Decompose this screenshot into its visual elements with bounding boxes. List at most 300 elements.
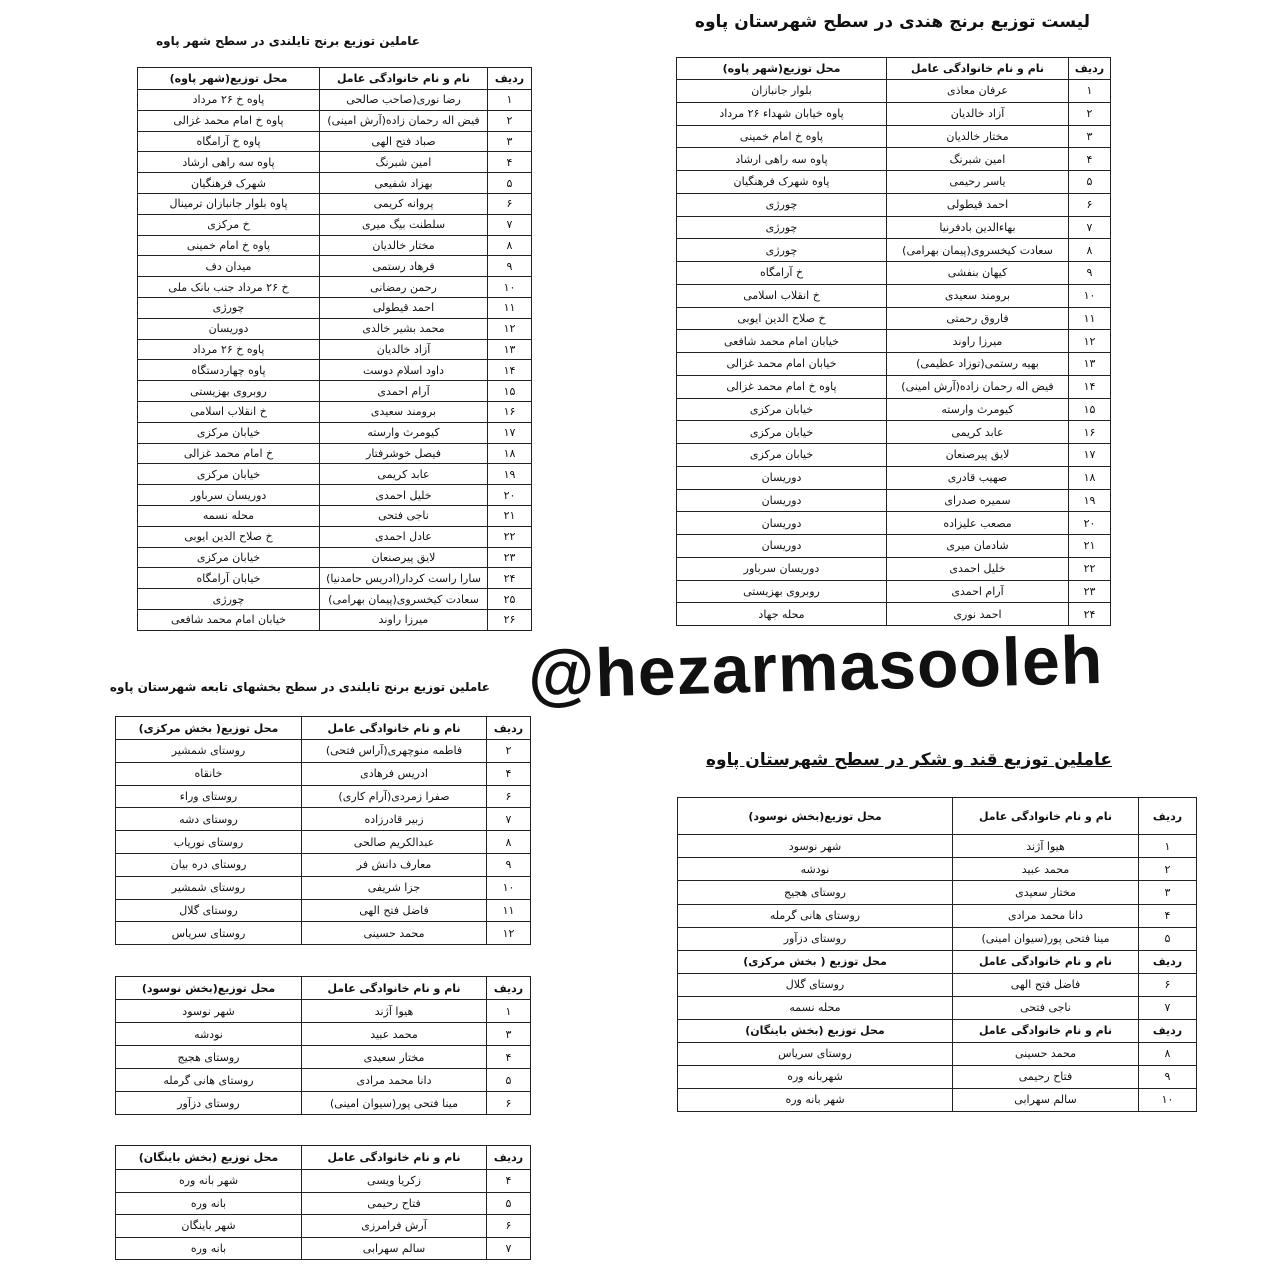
table-row (138, 339, 532, 360)
distribution-location: چورژی (138, 297, 320, 318)
table-row (138, 152, 532, 173)
table-row (116, 1000, 531, 1023)
col-location-header: محل توزیع (بخش باینگان) (678, 1019, 953, 1042)
row-number: ۴ (487, 1046, 531, 1069)
table-row (138, 485, 532, 506)
agent-name: محمد حسینی (953, 1042, 1139, 1065)
agent-name: امین شبرنگ (320, 152, 488, 173)
col-location-header: محل توزیع(شهر پاوه) (677, 58, 887, 80)
table-row (677, 557, 1111, 580)
table-row (678, 973, 1197, 996)
distribution-location: خ انقلاب اسلامی (677, 284, 887, 307)
row-number: ١ (487, 1000, 531, 1023)
col-name-header: نام و نام خانوادگی عامل (302, 717, 487, 740)
distribution-location: پاوه خ امام خمینی (138, 235, 320, 256)
indian-rice-table (676, 57, 1111, 626)
distribution-location: نودشه (678, 858, 953, 881)
row-number: ١٢ (487, 922, 531, 945)
row-number: ٢۴ (1069, 603, 1111, 626)
table-row (116, 762, 531, 785)
col-location-header: محل توزیع(شهر پاوه) (138, 68, 320, 90)
table-row (678, 1088, 1197, 1111)
table-row (138, 131, 532, 152)
agent-name: شادمان میری (887, 535, 1069, 558)
agent-name: محمد حسینی (302, 922, 487, 945)
distribution-location: شهر نوسود (116, 1000, 302, 1023)
row-number: ١٧ (488, 422, 532, 443)
agent-name: فیض اله رحمان زاده(آرش امینی) (887, 375, 1069, 398)
row-number: ١۴ (1069, 375, 1111, 398)
table-row (678, 858, 1197, 881)
row-number: ٢١ (488, 505, 532, 526)
table-row (116, 1092, 531, 1115)
distribution-location: دوریسان (677, 535, 887, 558)
table-row (138, 547, 532, 568)
agent-name: محمد عبید (302, 1023, 487, 1046)
distribution-location: پاوه شهرک فرهنگیان (677, 171, 887, 194)
table-row (116, 1046, 531, 1069)
col-row-header: ردیف (1139, 1019, 1197, 1042)
row-number: ١٧ (1069, 444, 1111, 467)
distribution-location: پاوه چهاردستگاه (138, 360, 320, 381)
col-name-header: نام و نام خانوادگی عامل (953, 1019, 1139, 1042)
table-row (138, 609, 532, 630)
row-number: ۵ (1069, 171, 1111, 194)
table-row (138, 360, 532, 381)
row-number: ۵ (1139, 927, 1197, 950)
row-number: ۵ (487, 1192, 531, 1215)
col-name-header: نام و نام خانوادگی عامل (953, 798, 1139, 835)
agent-name: سالم سهرابی (953, 1088, 1139, 1111)
agent-name: فرهاد رستمی (320, 256, 488, 277)
distribution-location: شهر باینگان (116, 1215, 302, 1238)
distribution-location: پاوه سه راهی ارشاد (138, 152, 320, 173)
distribution-location: شهر بانه وره (678, 1088, 953, 1111)
agent-name: برومند سعیدی (887, 284, 1069, 307)
agent-name: کیومرث وارسته (887, 398, 1069, 421)
distribution-location: پاوه بلوار جانبازان ترمینال (138, 193, 320, 214)
row-number: ٧ (488, 214, 532, 235)
row-number: ۴ (1069, 148, 1111, 171)
table-row (678, 1065, 1197, 1088)
col-location-header: محل توزیع( بخش مرکزی) (116, 717, 302, 740)
row-number: ١١ (488, 297, 532, 318)
row-number: ١٨ (488, 443, 532, 464)
distribution-location: شهر بانه وره (116, 1170, 302, 1193)
agent-name: هیوا آژند (302, 1000, 487, 1023)
agent-name: مصعب علیزاده (887, 512, 1069, 535)
distribution-location: دوریسان (138, 318, 320, 339)
row-number: ۴ (487, 762, 531, 785)
watermark-handle: @hezarmasooleh (527, 621, 1105, 713)
table-row (138, 214, 532, 235)
table-row (138, 193, 532, 214)
row-number: ١٢ (1069, 330, 1111, 353)
table-row (138, 443, 532, 464)
distribution-location: خیابان امام محمد غزالی (677, 353, 887, 376)
table-row (678, 996, 1197, 1019)
row-number: ٢٢ (488, 526, 532, 547)
distribution-location: روستای هانی گرمله (678, 904, 953, 927)
distribution-location: بانه وره (116, 1192, 302, 1215)
table-row (138, 110, 532, 131)
agent-name: جزا شریفی (302, 876, 487, 899)
row-number: ١٨ (1069, 466, 1111, 489)
distribution-location: روبروی بهزیستی (677, 580, 887, 603)
row-number: ۶ (1139, 973, 1197, 996)
row-number: ٧ (1139, 996, 1197, 1019)
row-number: ١۶ (1069, 421, 1111, 444)
row-number: ٧ (1069, 216, 1111, 239)
distribution-location: بلوار جانبازان (677, 80, 887, 103)
row-number: ٩ (488, 256, 532, 277)
agent-name: مینا فتحی پور(سیوان امینی) (302, 1092, 487, 1115)
table-row (116, 808, 531, 831)
row-number: ١٩ (1069, 489, 1111, 512)
distribution-location: خیابان مرکزی (677, 398, 887, 421)
distribution-location: خ صلاح الدین ایوبی (138, 526, 320, 547)
agent-name: احمد قیطولی (887, 193, 1069, 216)
agent-name: دانا محمد مرادی (953, 904, 1139, 927)
col-name-header: نام و نام خانوادگی عامل (302, 1146, 487, 1170)
thailand-city-table (137, 67, 532, 631)
row-number: ٢۵ (488, 589, 532, 610)
row-number: ۴ (1139, 904, 1197, 927)
agent-name: عابد کریمی (320, 464, 488, 485)
col-row-header: ردیف (1139, 798, 1197, 835)
table-row (138, 526, 532, 547)
agent-name: سارا راست کردار(ادریس حامدنیا) (320, 568, 488, 589)
row-number: ۴ (487, 1170, 531, 1193)
col-location-header: محل توزیع (بخش باینگان) (116, 1146, 302, 1170)
row-number: ٣ (1069, 125, 1111, 148)
row-number: ٣ (487, 1023, 531, 1046)
agent-name: عرفان معاذی (887, 80, 1069, 103)
sugar-title: عاملین توزیع قند و شکر در سطح شهرستان پاوه (706, 750, 1112, 770)
agent-name: مختار سعیدی (953, 881, 1139, 904)
table-row (138, 318, 532, 339)
distribution-location: خ امام محمد غزالی (138, 443, 320, 464)
table-row (677, 421, 1111, 444)
distribution-location: خ ٢۶ مرداد جنب بانک ملی (138, 277, 320, 298)
table-row (116, 899, 531, 922)
distribution-location: روستای گلال (116, 899, 302, 922)
col-name-header: نام و نام خانوادگی عامل (953, 950, 1139, 973)
row-number: ١۵ (488, 381, 532, 402)
table-row (116, 1192, 531, 1215)
agent-name: کیومرث وارسته (320, 422, 488, 443)
row-number: ٨ (1139, 1042, 1197, 1065)
agent-name: فتاح رحیمی (302, 1192, 487, 1215)
row-number: ۶ (488, 193, 532, 214)
distribution-location: پاوه سه راهی ارشاد (677, 148, 887, 171)
row-number: ٩ (487, 853, 531, 876)
row-number: ٩ (1139, 1065, 1197, 1088)
agent-name: فاروق رحمتی (887, 307, 1069, 330)
row-number: ١۴ (488, 360, 532, 381)
agent-name: احمد نوری (887, 603, 1069, 626)
row-number: ۶ (487, 1215, 531, 1238)
distribution-location: روستای سریاس (678, 1042, 953, 1065)
table-row (116, 1023, 531, 1046)
row-number: ٨ (488, 235, 532, 256)
markazi-table (115, 716, 531, 945)
row-number: ٢ (488, 110, 532, 131)
table-row (138, 173, 532, 194)
col-name-header: نام و نام خانوادگی عامل (302, 977, 487, 1000)
table-row (138, 568, 532, 589)
agent-name: بهیه رستمی(توزاد عظیمی) (887, 353, 1069, 376)
agent-name: برومند سعیدی (320, 401, 488, 422)
row-number: ٢٣ (1069, 580, 1111, 603)
agent-name: لایق پیرصنعان (320, 547, 488, 568)
row-number: ٢٠ (488, 485, 532, 506)
agent-name: رضا نوری(صاحب صالحی (320, 90, 488, 111)
distribution-location: چورژی (677, 193, 887, 216)
distribution-location: پاوه خ ٢۶ مرداد (138, 90, 320, 111)
distribution-location: دوریسان (677, 489, 887, 512)
agent-name: مختار خالدیان (320, 235, 488, 256)
table-row (677, 193, 1111, 216)
agent-name: داود اسلام دوست (320, 360, 488, 381)
row-number: ٢ (1139, 858, 1197, 881)
col-row-header: ردیف (1139, 950, 1197, 973)
col-row-header: ردیف (487, 717, 531, 740)
distribution-location: دوریسان سرباور (677, 557, 887, 580)
agent-name: پروانه کریمی (320, 193, 488, 214)
distribution-location: روستای هانی گرمله (116, 1069, 302, 1092)
agent-name: سلطنت بیگ میری (320, 214, 488, 235)
agent-name: آزاد خالدیان (887, 102, 1069, 125)
agent-name: مختار خالدیان (887, 125, 1069, 148)
agent-name: فتاح رحیمی (953, 1065, 1139, 1088)
agent-name: مختار سعیدی (302, 1046, 487, 1069)
table-row (677, 102, 1111, 125)
distribution-location: روستای شمشیر (116, 876, 302, 899)
row-number: ١ (1139, 835, 1197, 858)
thailand-sections-title: عاملین توزیع برنج تایلندی در سطح بخشهای تابعه شهرستان پاوه (109, 680, 490, 694)
distribution-location: خ صلاح الدین ایوبی (677, 307, 887, 330)
table-row (678, 904, 1197, 927)
table-row (116, 1069, 531, 1092)
distribution-location: خیابان آرامگاه (138, 568, 320, 589)
distribution-location: چورژی (677, 239, 887, 262)
col-location-header: محل توزیع ( بخش مرکزی) (678, 950, 953, 973)
distribution-location: میدان دف (138, 256, 320, 277)
distribution-location: خانقاه (116, 762, 302, 785)
col-row-header: ردیف (1069, 58, 1111, 80)
table-row (677, 171, 1111, 194)
agent-name: ادریس فرهادی (302, 762, 487, 785)
table-row (677, 148, 1111, 171)
agent-name: محمد عبید (953, 858, 1139, 881)
row-number: ١٠ (1139, 1088, 1197, 1111)
distribution-location: روستای دزآور (116, 1092, 302, 1115)
table-row (677, 535, 1111, 558)
distribution-location: روستای گلال (678, 973, 953, 996)
distribution-location: روستای دره بیان (116, 853, 302, 876)
row-number: ٢ (487, 740, 531, 763)
table-row (138, 422, 532, 443)
distribution-location: دوریسان سرباور (138, 485, 320, 506)
table-row (677, 466, 1111, 489)
thailand-city-title: عاملین توزیع برنج تایلندی در سطح شهر پاوه (156, 34, 420, 48)
distribution-location: دوریسان (677, 512, 887, 535)
table-row (677, 239, 1111, 262)
distribution-location: محله جهاد (677, 603, 887, 626)
agent-name: فاضل فتح الهی (302, 899, 487, 922)
distribution-location: بانه وره (116, 1237, 302, 1260)
row-number: ٨ (487, 831, 531, 854)
distribution-location: روستای هجیج (116, 1046, 302, 1069)
agent-name: امین شبرنگ (887, 148, 1069, 171)
agent-name: سمیره صدرای (887, 489, 1069, 512)
row-number: ٢١ (1069, 535, 1111, 558)
distribution-location: روستای هجیج (678, 881, 953, 904)
agent-name: خلیل احمدی (887, 557, 1069, 580)
col-location-header: محل توزیع(بخش نوسود) (678, 798, 953, 835)
agent-name: فیصل خوشرفتار (320, 443, 488, 464)
table-row (678, 881, 1197, 904)
agent-name: عابد کریمی (887, 421, 1069, 444)
table-row (677, 489, 1111, 512)
row-number: ١ (488, 90, 532, 111)
row-number: ١ (1069, 80, 1111, 103)
row-number: ١١ (1069, 307, 1111, 330)
row-number: ۵ (487, 1069, 531, 1092)
table-row (116, 740, 531, 763)
agent-name: آزاد خالدیان (320, 339, 488, 360)
row-number: ٢٠ (1069, 512, 1111, 535)
agent-name: فاضل فتح الهی (953, 973, 1139, 996)
agent-name: بهاءالدین بادفرنیا (887, 216, 1069, 239)
table-row (677, 216, 1111, 239)
row-number: ٢ (1069, 102, 1111, 125)
row-number: ٣ (488, 131, 532, 152)
table-row (138, 90, 532, 111)
distribution-location: پاوه خ ٢۶ مرداد (138, 339, 320, 360)
distribution-location: پاوه خ امام محمد غزالی (677, 375, 887, 398)
row-number: ٧ (487, 1237, 531, 1260)
table-row (116, 1170, 531, 1193)
row-number: ١٢ (488, 318, 532, 339)
row-number: ۶ (487, 1092, 531, 1115)
agent-name: کیهان بنفشی (887, 262, 1069, 285)
row-number: ٧ (487, 808, 531, 831)
table-row (677, 262, 1111, 285)
row-number: ١٣ (488, 339, 532, 360)
agent-name: رحمن رمضانی (320, 277, 488, 298)
row-number: ٣ (1139, 881, 1197, 904)
distribution-location: پاوه خ امام محمد غزالی (138, 110, 320, 131)
distribution-location: پاوه خ امام خمینی (677, 125, 887, 148)
sugar-table (677, 797, 1197, 1112)
agent-name: محمد بشیر خالدی (320, 318, 488, 339)
table-row (138, 277, 532, 298)
table-row (677, 375, 1111, 398)
agent-name: آرش فرامرزی (302, 1215, 487, 1238)
distribution-location: خیابان مرکزی (677, 444, 887, 467)
agent-name: معارف دانش فر (302, 853, 487, 876)
agent-name: زکریا ویسی (302, 1170, 487, 1193)
table-row (677, 330, 1111, 353)
table-row (116, 922, 531, 945)
agent-name: سعادت کیخسروی(پیمان بهرامی) (320, 589, 488, 610)
table-row (677, 444, 1111, 467)
table-row (678, 1042, 1197, 1065)
distribution-location: خ انقلاب اسلامی (138, 401, 320, 422)
table-row (677, 512, 1111, 535)
agent-name: آرام احمدی (320, 381, 488, 402)
table-row (678, 835, 1197, 858)
agent-name: یاسر رحیمی (887, 171, 1069, 194)
indian-rice-title: لیست توزیع برنج هندی در سطح شهرستان پاوه (694, 12, 1090, 32)
row-number: ۶ (487, 785, 531, 808)
agent-name: فیض اله رحمان زاده(آرش امینی) (320, 110, 488, 131)
row-number: ١٣ (1069, 353, 1111, 376)
table-row (116, 1215, 531, 1238)
table-row (678, 927, 1197, 950)
agent-name: آرام احمدی (887, 580, 1069, 603)
table-row (116, 785, 531, 808)
agent-name: عبدالکریم صالحی (302, 831, 487, 854)
agent-name: زبیر قادرزاده (302, 808, 487, 831)
agent-name: سالم سهرابی (302, 1237, 487, 1260)
distribution-location: خیابان مرکزی (677, 421, 887, 444)
agent-name: احمد قیطولی (320, 297, 488, 318)
distribution-location: روستای شمشیر (116, 740, 302, 763)
table-row (677, 398, 1111, 421)
col-location-header: محل توزیع(بخش نوسود) (116, 977, 302, 1000)
table-row (138, 589, 532, 610)
agent-name: ناجی فتحی (320, 505, 488, 526)
table-row (138, 235, 532, 256)
distribution-location: خیابان امام محمد شافعی (138, 609, 320, 630)
col-row-header: ردیف (487, 1146, 531, 1170)
agent-name: میرزا راوند (887, 330, 1069, 353)
table-row (116, 831, 531, 854)
agent-name: عادل احمدی (320, 526, 488, 547)
agent-name: صفرا زمردی(آرام کاری) (302, 785, 487, 808)
row-number: ١۶ (488, 401, 532, 422)
table-row (138, 256, 532, 277)
distribution-location: روبروی بهزیستی (138, 381, 320, 402)
table-row (138, 381, 532, 402)
table-row (116, 1237, 531, 1260)
row-number: ٢۶ (488, 609, 532, 630)
col-row-header: ردیف (488, 68, 532, 90)
agent-name: میرزا راوند (320, 609, 488, 630)
table-row (116, 853, 531, 876)
agent-name: هیوا آژند (953, 835, 1139, 858)
row-number: ١٩ (488, 464, 532, 485)
distribution-location: محله نسمه (138, 505, 320, 526)
table-row (677, 307, 1111, 330)
distribution-location: خیابان مرکزی (138, 547, 320, 568)
table-row (116, 876, 531, 899)
distribution-location: روستای نوریاب (116, 831, 302, 854)
table-row (138, 401, 532, 422)
table-row (677, 284, 1111, 307)
row-number: ٨ (1069, 239, 1111, 262)
row-number: ۶ (1069, 193, 1111, 216)
row-number: ٢٢ (1069, 557, 1111, 580)
agent-name: مینا فتحی پور(سیوان امینی) (953, 927, 1139, 950)
agent-name: صهیب قادری (887, 466, 1069, 489)
agent-name: سعادت کیخسروی(پیمان بهرامی) (887, 239, 1069, 262)
agent-name: خلیل احمدی (320, 485, 488, 506)
distribution-location: روستای دزآور (678, 927, 953, 950)
